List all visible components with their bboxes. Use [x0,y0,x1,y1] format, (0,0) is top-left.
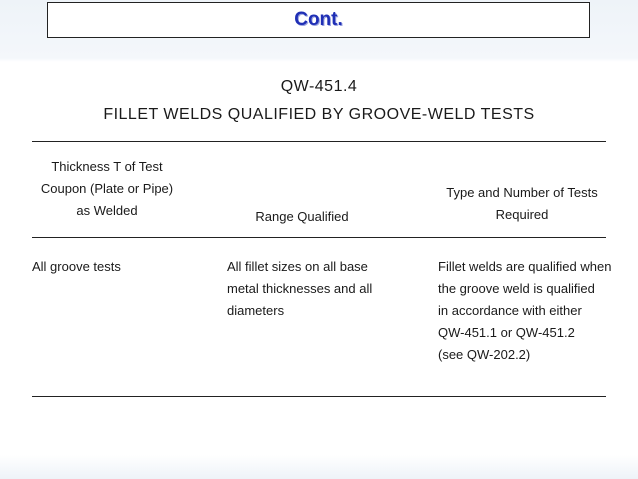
table-cell-range: All fillet sizes on all base metal thicknesses and all diameters [227,259,373,318]
column-header-range: Range Qualified [255,209,349,224]
slide-title-box [47,2,590,38]
table-header-rule [32,237,606,238]
document-image [32,70,612,400]
table-top-rule [32,141,606,142]
table-bottom-rule [32,396,606,397]
column-header-thickness: Thickness T of Test Coupon (Plate or Pipe) as Welded [40,159,174,218]
table-id: QW-451.4 [280,78,358,95]
column-header-tests: Type and Number of Tests Required [446,185,598,222]
table-cell-thickness: All groove tests [32,259,121,274]
table-title: FILLET WELDS QUALIFIED BY GROOVE-WELD TESTS [103,106,535,123]
table-cell-tests: Fillet welds are qualified when the groove weld is qualified in accordance with either QW-451.1 or QW-451.2 (see QW-202.2) [438,259,612,362]
slide-title: Cont. [294,9,343,30]
